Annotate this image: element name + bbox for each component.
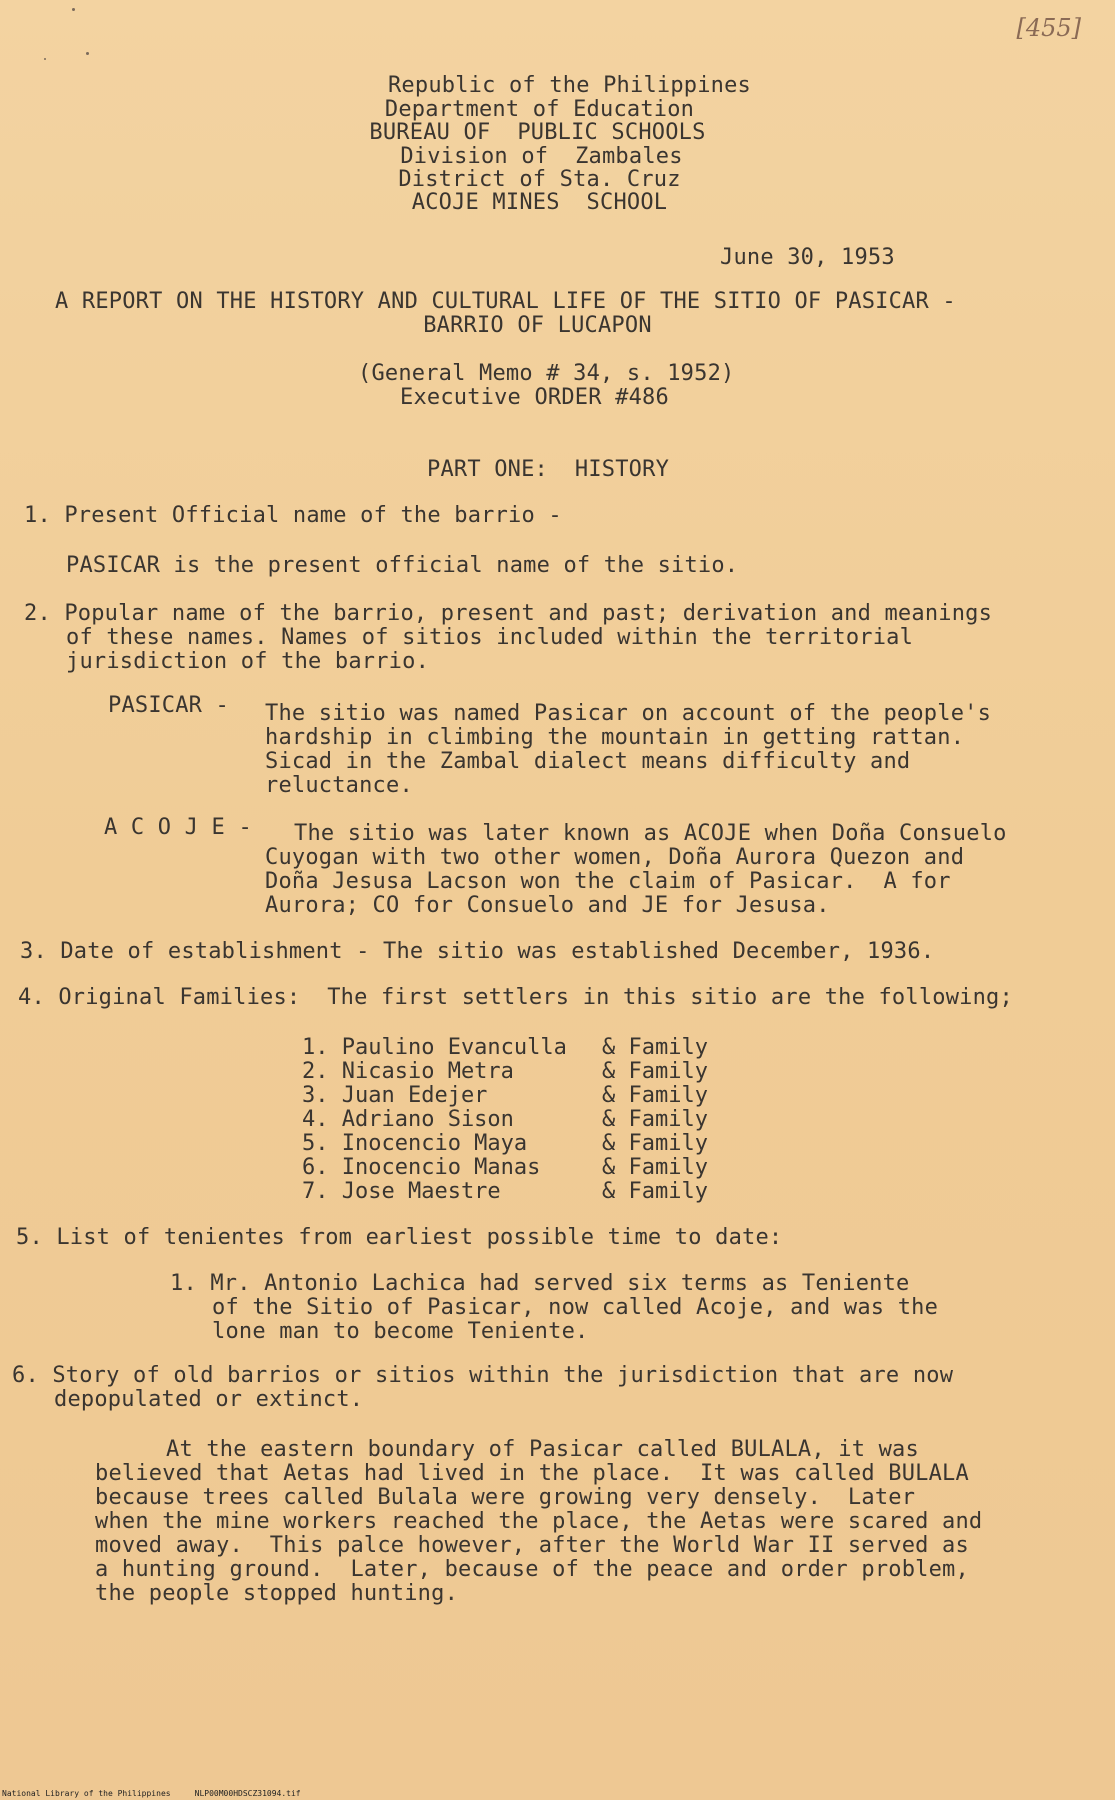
item-3-establishment: 3. Date of establishment - The sitio was established December, 1936.: [20, 939, 935, 964]
paper-speck: [86, 52, 89, 55]
header-school: ACOJE MINES SCHOOL: [411, 190, 668, 215]
item-6-question-line2: depopulated or extinct.: [54, 1387, 364, 1412]
acoje-desc-line1: The sitio was later known as ACOJE when Doña Consuelo: [294, 821, 1007, 846]
family-suffix: & Family: [602, 1107, 708, 1132]
archive-page-marker: [455]: [1016, 14, 1081, 42]
executive-order: Executive ORDER #486: [400, 385, 669, 410]
item-2-question-line2: of these names. Names of sitios included within the territorial: [66, 625, 914, 650]
family-suffix: & Family: [602, 1083, 708, 1108]
family-suffix: & Family: [602, 1131, 708, 1156]
pasicar-label: PASICAR -: [108, 693, 230, 718]
family-name: 5. Inocencio Maya: [302, 1131, 528, 1156]
family-name: 6. Inocencio Manas: [302, 1155, 541, 1180]
archive-footer: National Library of the Philippines NLP00M00HDSCZ31094.tif: [2, 1789, 301, 1798]
acoje-desc-line3: Doña Jesusa Lacson won the claim of Pasicar. A for: [265, 869, 951, 894]
bulala-story-line2: believed that Aetas had lived in the place. It was called BULALA: [95, 1461, 969, 1486]
family-name: 4. Adriano Sison: [302, 1107, 514, 1132]
teniente-entry-line1: 1. Mr. Antonio Lachica had served six terms as Teniente: [170, 1271, 910, 1296]
teniente-entry-line3: lone man to become Teniente.: [212, 1319, 589, 1344]
header-district: District of Sta. Cruz: [398, 167, 681, 192]
item-5-tenientes: 5. List of tenientes from earliest possible time to date:: [16, 1225, 783, 1250]
report-title-line1: A REPORT ON THE HISTORY AND CULTURAL LIFE OF THE SITIO OF PASICAR -: [55, 289, 956, 314]
memo-reference: (General Memo # 34, s. 1952): [358, 361, 735, 386]
bulala-story-line5: moved away. This palce however, after the World War II served as: [95, 1533, 969, 1558]
bulala-story-line3: because trees called Bulala were growing very densely. Later: [95, 1485, 916, 1510]
acoje-desc-line4: Aurora; CO for Consuelo and JE for Jesusa.: [265, 893, 830, 918]
acoje-label: A C O J E -: [104, 815, 252, 840]
family-name: 1. Paulino Evanculla: [302, 1035, 567, 1060]
acoje-desc-line2: Cuyogan with two other women, Doña Aurora Quezon and: [265, 845, 965, 870]
bulala-story-line7: the people stopped hunting.: [95, 1581, 459, 1606]
item-2-question-line3: jurisdiction of the barrio.: [66, 649, 430, 674]
bulala-story-line4: when the mine workers reached the place, the Aetas were scared and: [95, 1509, 983, 1534]
family-suffix: & Family: [602, 1035, 708, 1060]
family-name: 3. Juan Edejer: [302, 1083, 488, 1108]
header-department: Department of Education: [384, 97, 695, 122]
teniente-entry-line2: of the Sitio of Pasicar, now called Acoje, and was the: [212, 1295, 939, 1320]
item-4-original-families: 4. Original Families: The first settlers in this sitio are the following;: [18, 985, 1013, 1010]
family-suffix: & Family: [602, 1059, 708, 1084]
family-suffix: & Family: [602, 1179, 708, 1204]
paper-speck: [44, 58, 46, 60]
bulala-story-line6: a hunting ground. Later, because of the peace and order problem,: [95, 1557, 969, 1582]
report-title-line2: BARRIO OF LUCAPON: [423, 313, 652, 338]
paper-speck: [72, 8, 75, 11]
item-1-question: 1. Present Official name of the barrio -: [24, 503, 562, 528]
report-date: June 30, 1953: [720, 245, 895, 270]
header-bureau: BUREAU OF PUBLIC SCHOOLS: [369, 120, 706, 145]
family-name: 7. Jose Maestre: [302, 1179, 501, 1204]
item-2-question-line1: 2. Popular name of the barrio, present and past; derivation and meanings: [24, 601, 993, 626]
family-name: 2. Nicasio Metra: [302, 1059, 514, 1084]
part-heading: PART ONE: HISTORY: [427, 457, 670, 482]
pasicar-desc-line2: hardship in climbing the mountain in getting rattan.: [265, 725, 965, 750]
bulala-story-line1: At the eastern boundary of Pasicar called BULALA, it was: [166, 1437, 919, 1462]
item-1-answer: PASICAR is the present official name of the sitio.: [66, 553, 739, 578]
pasicar-desc-line1: The sitio was named Pasicar on account of the people's: [265, 701, 992, 726]
header-division: Division of Zambales: [400, 144, 683, 169]
item-6-question-line1: 6. Story of old barrios or sitios within the jurisdiction that are now: [12, 1363, 954, 1388]
pasicar-desc-line3: Sicad in the Zambal dialect means difficulty and: [265, 749, 911, 774]
pasicar-desc-line4: reluctance.: [265, 773, 413, 798]
family-suffix: & Family: [602, 1155, 708, 1180]
header-republic: Republic of the Philippines: [387, 73, 752, 98]
